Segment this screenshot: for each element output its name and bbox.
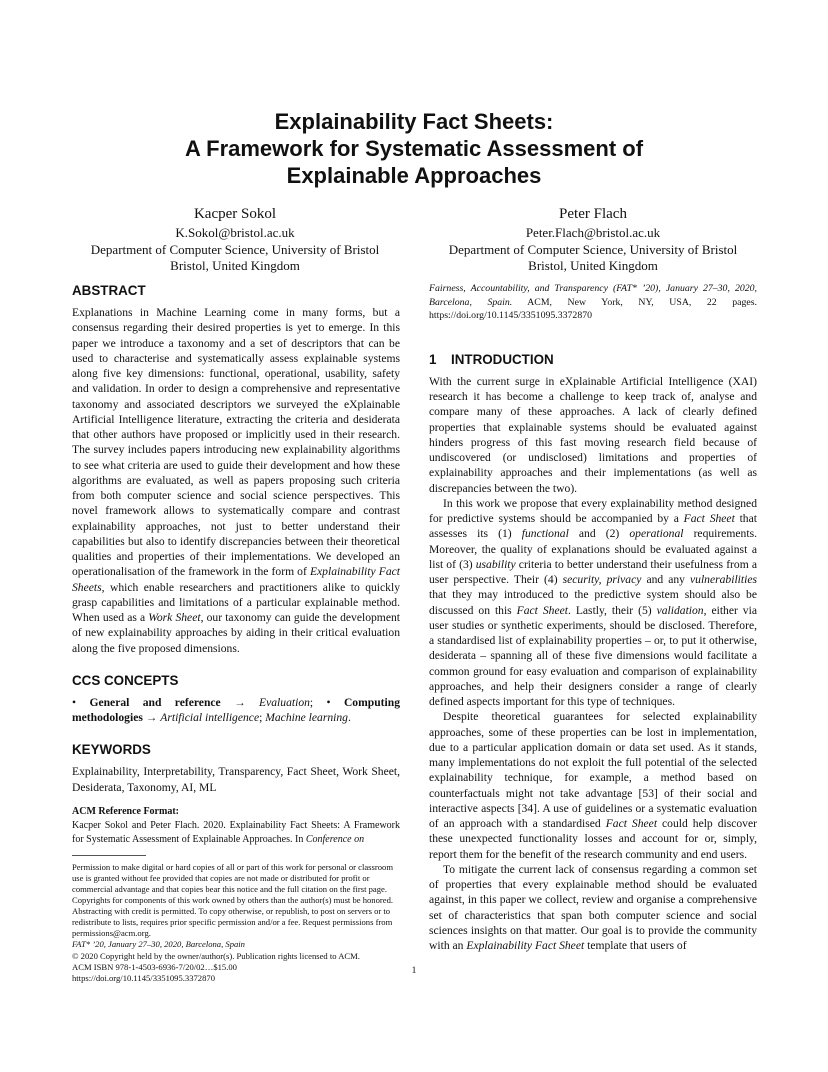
section-heading-introduction: 1 INTRODUCTION [429, 351, 554, 367]
isbn-line: ACM ISBN 978-1-4503-6936-7/20/02…$15.00 [72, 961, 237, 972]
keywords-text: Explainability, Interpretability, Transparency, Fact Sheet, Work Sheet, Desiderata, Taxonomy, AI, ML [72, 765, 400, 794]
right-column [429, 282, 757, 953]
citation-block: Fairness, Accountability, and Transparency (FAT* ’20), January 27–30, 2020, Barcelona, Spain. ACM, New York, NY, USA, 22 pages. https://doi.org/10.1145/3351095.3372870 [429, 283, 758, 322]
venue-line: FAT* ’20, January 27–30, 2020, Barcelona, Spain [72, 939, 245, 950]
left-column [72, 282, 400, 984]
reference-format-heading: ACM Reference Format: [72, 805, 179, 817]
author-name: Peter Flach [559, 206, 627, 222]
permission-notice: Permission to make digital or hard copies of all or part of this work for personal or classroom use is granted without fee provided that copies are not made or distributed for profit or commercial advantage and that copies bear this notice and the full citation on the first page. Copyrights for components of this work owned by others than the author(s) must be honored. Abstracting with credit is permitted. To copy otherwise, or republish, to post on servers or to redistribute to lists, requires prior specific permission and/or a fee. Request permissions from permissions@acm.org. [72, 861, 394, 939]
abstract-heading: ABSTRACT [72, 283, 146, 298]
title-line-3: Explainable Approaches [286, 163, 542, 188]
intro-paragraph-4: To mitigate the current lack of consensus regarding a common set of properties that every explainable method should be evaluated against, in this paper we collect, review and organise a comprehensive set of characteristics that span both computer science and social sciences insights on that matter. Our goal is to provide the community with an Explainability Fact Sheet template that users of [429, 862, 757, 953]
ccs-concepts: • General and reference → Evaluation; • Computing methodologies → Artificial intelligence; Machine learning. [72, 695, 400, 724]
copyright-line: © 2020 Copyright held by the owner/author(s). Publication rights licensed to ACM. [72, 950, 360, 961]
author-name: Kacper Sokol [193, 206, 277, 222]
reference-format-text: Kacper Sokol and Peter Flach. 2020. Explainability Fact Sheets: A Framework for Systematic Assessment of Explainable Approaches. In Conference on [72, 819, 400, 845]
paper-title [0, 108, 828, 189]
abstract-text: Explanations in Machine Learning come in many forms, but a consensus regarding their desired properties is yet to emerge. In this paper we introduce a taxonomy and a set of descriptors that can be used to characterise and systematically assess explainable systems along five key dimensions: functional, operational, usability, safety and validation. In order to design a comprehensive and representative taxonomy and associated descriptors we surveyed the eXplainable Artificial Intelligence literature, extracting the criteria and desiderata that other authors have proposed or implicitly used in their research. The survey includes papers introducing new explainability algorithms to see what criteria are used to guide their development and how these algorithms are evaluated, as well as papers proposing such criteria from both computer science and social science perspectives. This novel framework allows to systematically compare and contrast explainability approaches, not just to better understand their capabilities but also to identify discrepancies between their theoretical qualities and properties of their implementations. We developed an operationalisation of the framework in the form of Explainability Fact Sheets, which enable researchers and practitioners alike to quickly grasp capabilities and limitations of a particular explainable method. When used as a Work Sheet, our taxonomy can guide the development of new explainability approaches by aiding in their critical evaluation along the five proposed dimensions. [72, 306, 400, 655]
ccs-heading: CCS CONCEPTS [72, 672, 179, 688]
author-email[interactable]: Peter.Flach@bristol.ac.uk [525, 225, 661, 240]
author-block-2 [428, 205, 758, 275]
intro-paragraph-2: In this work we propose that every explainability method designed for predictive systems should be accompanied by a Fact Sheet that assesses its (1) functional and (2) operational requirements. Moreover, the quality of explanations should be evaluated against a list of (3) usability criteria to better understand their usefulness from a user perspective. Their (4) security, privacy and any vulnerabilities that they may introduced to the predictive system should also be discussed on this Fact Sheet. Lastly, their (5) validation, either via user studies or synthetic experiments, should be disclosed. Therefore, a standardised list of explainability properties – or, to put it otherwise, desiderata – spanning all of these five dimensions would facilitate a common ground for easy evaluation and comparison of explainability approaches, and help their designers consider a range of clearly defined aspects important for this type of techniques. [429, 496, 757, 709]
author-location: Bristol, United Kingdom [528, 258, 658, 273]
author-affiliation: Department of Computer Science, University of Bristol [90, 241, 380, 257]
title-line-2: A Framework for Systematic Assessment of [184, 136, 644, 161]
title-line-1: Explainability Fact Sheets: [274, 109, 554, 134]
footnote-rule [72, 855, 146, 856]
intro-paragraph-1: With the current surge in eXplainable Artificial Intelligence (XAI) research it has become a challenge to keep track of, analyse and compare many of these approaches. A lack of clearly defined properties that explainable systems should be evaluated against hinders progress of this fast moving research field because of undiscovered (or undisclosed) limitations and properties of explainability approaches and their implementations (as well as discrepancies between the two). [429, 374, 757, 495]
author-affiliation: Department of Computer Science, University of Bristol [448, 241, 738, 257]
doi-link[interactable]: https://doi.org/10.1145/3351095.3372870 [72, 972, 215, 983]
intro-paragraph-3: Despite theoretical guarantees for selected explainability approaches, some of these properties can be lost in implementation, due to a particular application domain or data set used. As it stands, many implementations do not exploit the full potential of the selected explainability technique, for example, a method based on counterfactuals might not take advantage [53] of their social and interactive aspects [34]. A use of guidelines or a systematic evaluation of an approach with a standardised Fact Sheet could help discover these unexpected functionality losses and account for or, simply, report them for the benefit of the research community and end users. [429, 710, 757, 861]
author-location: Bristol, United Kingdom [170, 258, 300, 273]
section-number: 1 [429, 351, 437, 367]
keywords-heading: KEYWORDS [72, 742, 151, 758]
page-number: 1 [411, 966, 417, 976]
author-block-1 [70, 205, 400, 275]
author-email[interactable]: K.Sokol@bristol.ac.uk [175, 225, 295, 240]
